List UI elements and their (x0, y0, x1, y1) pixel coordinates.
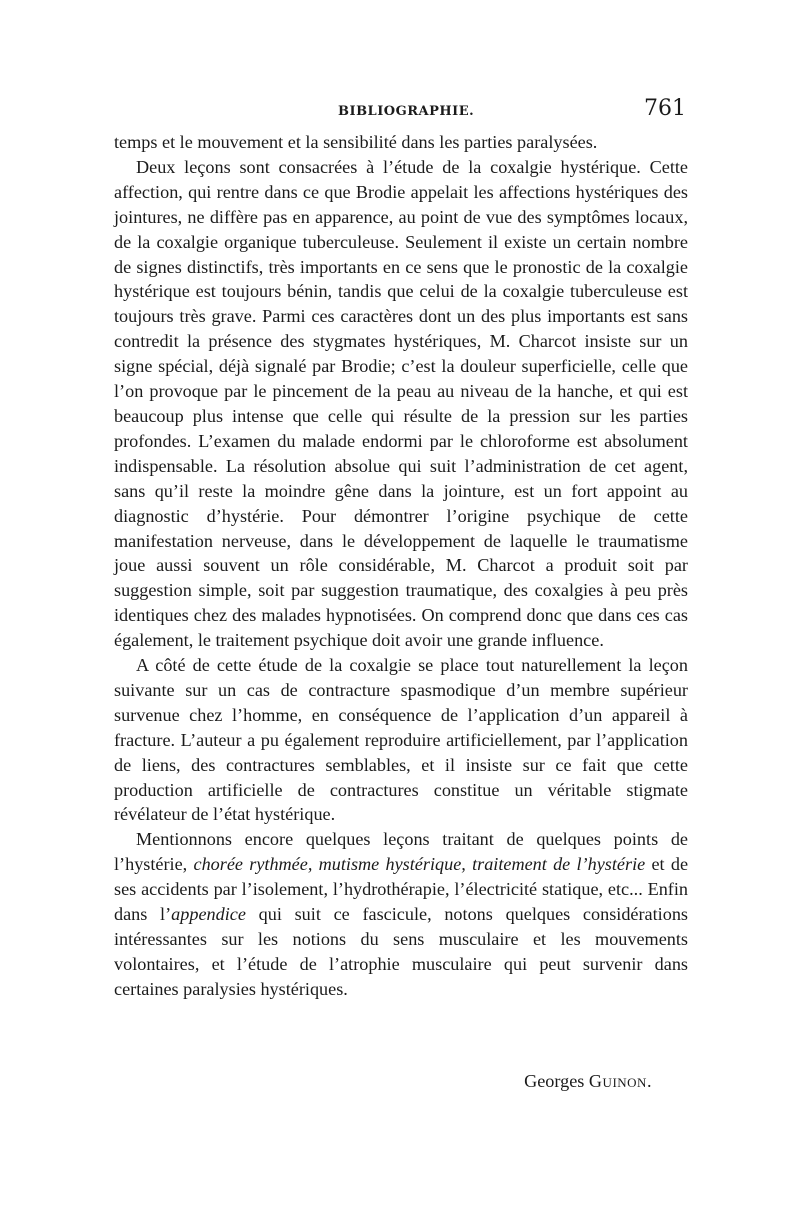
author-last-name: Guinon. (588, 1071, 652, 1091)
italic-text: chorée rythmée, mutisme hystérique, traitement de l’hystérie (193, 854, 646, 875)
paragraph: A côté de cette étude de la coxalgie se place tout naturellement la leçon suivante sur un cas de contracture spasmodique d’un membre supérieur survenue chez l’homme, en conséquence de l’application d’un appareil à fracture. L’auteur a pu également reproduire artificiellement, par l’application de liens, des contractures semblables, et il insiste sur ce fait que cette production artificielle de contractures constitue un véritable stigmate révélateur de l’état hystérique. (114, 655, 688, 825)
text-run: qui suit ce fascicule, notons quelques considérations intéressantes sur les notions du sens musculaire et les mouvements volontaires, et l’étude de l’atrophie musculaire qui peut survenir dans certaines paralysies hystériques. (114, 904, 688, 999)
text-run: et de ses accidents par l’isolement, l’hydrothérapie, l’électricité statique, etc... Enfin dans l’ (114, 854, 689, 925)
paragraph: Deux leçons sont consacrées à l’étude de la coxalgie hystérique. Cette affection, qui rentre dans ce que Brodie appelait les affections hystériques des jointures, ne diffère pas en apparence, au point de vue des symptômes locaux, de la coxalgie organique tuberculeuse. Seulement il existe un certain nombre de signes distinctifs, très importants en ce sens que le pronostic de la coxalgie hystérique est toujours bénin, tandis que celui de la coxalgie tuberculeuse est toujours très grave. Parmi ces caractères dont un des plus importants est sans contredit la présence des stygmates hystériques, M. Charcot insiste sur un signe spécial, déjà signalé par Brodie; c’est la douleur superficielle, celle que l’on provoque par le pincement de la peau au niveau de la hanche, et qui est beaucoup plus intense que celle qui résulte de la pression sur les parties profondes. L’examen du malade endormi par le chloroforme est absolument indispensable. La résolution absolue qui suit l’administration de cet agent, sans qu’il reste la moindre gêne dans la jointure, est un fort appoint au diagnostic d’hystérie. Pour démontrer l’origine psychique de cette manifestation nerveuse, dans le développement de laquelle le traumatisme joue aussi souvent un rôle considérable, M. Charcot a produit soit par suggestion simple, soit par suggestion traumatique, des coxalgies à peu près identiques chez des malades hypnotisées. On comprend donc que dans ces cas également, le traitement psychique doit avoir une grande influence. (114, 156, 688, 651)
page-header (112, 96, 688, 128)
page-number: 761 (644, 96, 686, 121)
italic-text: appendice (171, 904, 246, 925)
author-signature (524, 1071, 652, 1092)
text-run: Mentionnons encore quelques leçons traitant de quelques points de l’hystérie, (114, 829, 688, 875)
body-text (114, 130, 688, 1002)
paragraph (114, 827, 688, 1001)
running-title: BIBLIOGRAPHIE. (338, 104, 475, 119)
paragraph: temps et le mouvement et la sensibilité dans les parties paralysées. (114, 132, 598, 152)
author-first-name: Georges (524, 1071, 585, 1091)
